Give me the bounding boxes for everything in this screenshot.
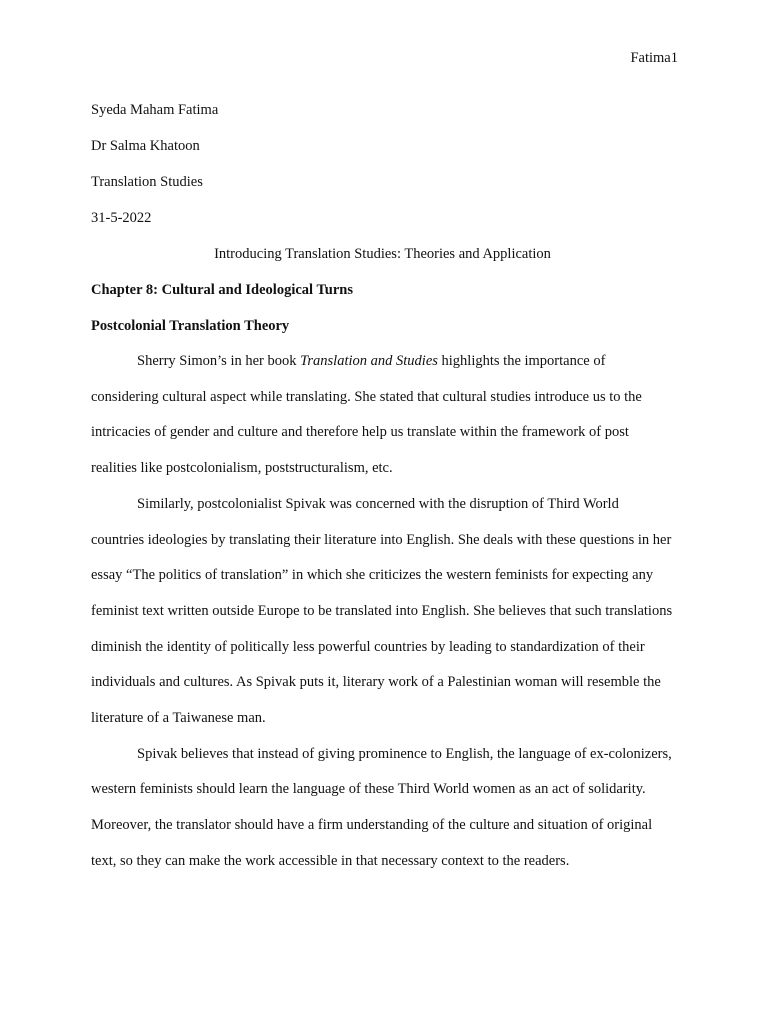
paragraph-2: Similarly, postcolonialist Spivak was concerned with the disruption of Third World countries ideologies by translating their literature into English. She deals with these questions in her essay “The politics of translation” in which she criticizes the western feminists for expecting any feminist text written outside Europe to be translated into English. She believes that such translations diminish the identity of politically less powerful countries by leading to standardization of their individuals and cultures. As Spivak puts it, literary work of a Palestinian woman will resemble the literature of a Taiwanese man.	[91, 495, 673, 727]
course-name: Translation Studies	[91, 174, 203, 190]
paragraph-1	[91, 344, 674, 487]
section-heading: Postcolonial Translation Theory	[91, 318, 290, 334]
paragraph-1-lead: Sherry Simon’s in her book	[137, 353, 301, 369]
document-date: 31-5-2022	[91, 210, 152, 226]
running-head: Fatima1	[630, 50, 678, 66]
paragraph-1-rest: highlights the importance of considering cultural aspect while translating. She stated that cultural studies introduce us to the intricacies of gender and culture and therefore help us translate within the framework of post realities like postcolonialism, poststructuralism, etc.	[91, 353, 642, 477]
document-body	[91, 92, 674, 880]
paragraph-3: Spivak believes that instead of giving prominence to English, the language of ex-colonizers, western feminists should learn the language of these Third World women as an act of solidarity. Moreover, the translator should have a firm understanding of the culture and situation of original text, so they can make the work accessible in that necessary context to the readers.	[91, 745, 672, 869]
student-name: Syeda Maham Fatima	[91, 102, 219, 118]
document-title: Introducing Translation Studies: Theories and Application	[214, 246, 551, 262]
instructor-name: Dr Salma Khatoon	[91, 138, 200, 154]
book-title: Translation and Studies	[300, 353, 438, 369]
chapter-heading: Chapter 8: Cultural and Ideological Turns	[91, 282, 353, 298]
